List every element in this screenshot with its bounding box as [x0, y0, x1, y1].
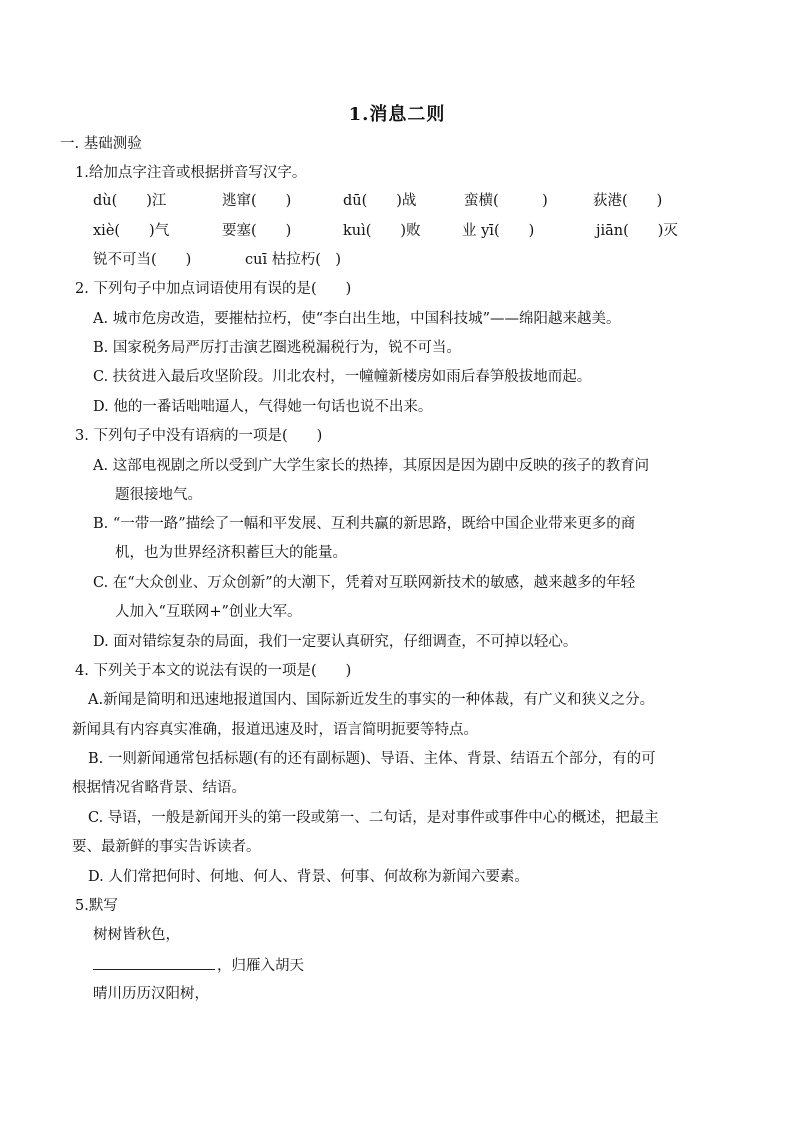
q1-item: 要塞( )	[222, 223, 292, 239]
q4-option-a: A.新闻是简明和迅速地报道国内、国际新近发生的事实的一种体裁，有广义和狭义之分。	[88, 692, 655, 708]
q1-item: 蛮横( )	[464, 193, 548, 209]
poem-line: 树树皆秋色，	[93, 927, 180, 943]
poem-line: 晴川历历汉阳树，	[93, 986, 209, 1002]
q2-stem: 2. 下列句子中加点词语使用有误的是( )	[75, 281, 352, 297]
q5-stem: 5.默写	[75, 898, 118, 914]
q4-option-c: C. 导语，一般是新闻开头的第一段或第一、二句话，是对事件或事件中心的概述，把最主	[88, 810, 659, 826]
section-heading: 一. 基础测验	[60, 136, 142, 152]
q1-item: 荻港( )	[593, 193, 663, 209]
q3-option-a-cont: 题很接地气。	[115, 487, 202, 503]
q4-stem: 4. 下列关于本文的说法有误的一项是( )	[75, 663, 352, 679]
q2-option-c: C. 扶贫进入最后攻坚阶段。川北农村，一幢幢新楼房如雨后春笋般拔地而起。	[93, 369, 592, 385]
q1-item: xiè( )气	[93, 223, 170, 239]
q3-option-b-cont: 机，也为世界经济积蓄巨大的能量。	[115, 545, 347, 561]
q3-option-a: A. 这部电视剧之所以受到广大学生家长的热捧，其原因是因为剧中反映的孩子的教育问	[93, 458, 650, 474]
q3-option-b: B. “一带一路”描绘了一幅和平发展、互利共赢的新思路，既给中国企业带来更多的商	[93, 516, 636, 532]
q4-option-d: D. 人们常把何时、何地、何人、背景、何事、何故称为新闻六要素。	[88, 869, 529, 885]
fill-in-blank[interactable]	[93, 955, 215, 970]
q4-option-a-cont: 新闻具有内容真实准确，报道迅速及时，语言简明扼要等特点。	[72, 722, 478, 738]
q3-stem: 3. 下列句子中没有语病的一项是( )	[75, 428, 323, 444]
q2-option-a: A. 城市危房改造，要摧枯拉朽，使“李白出生地，中国科技城”——绵阳越来越美。	[93, 311, 621, 327]
poem-line-text: ，归雁入胡天	[217, 958, 304, 974]
q1-item: 逃窜( )	[222, 193, 292, 209]
q1-item: kuì( )败	[343, 223, 421, 239]
q3-option-c-cont: 人加入“互联网+”创业大军。	[115, 604, 302, 620]
q2-option-b: B. 国家税务局严厉打击演艺圈逃税漏税行为，锐不可当。	[93, 340, 461, 356]
q1-item: dū( )战	[343, 193, 417, 209]
q1-item: jiān( )灭	[596, 223, 678, 239]
q3-option-d: D. 面对错综复杂的局面，我们一定要认真研究，仔细调查，不可掉以轻心。	[93, 634, 578, 650]
q1-stem: 1.给加点字注音或根据拼音写汉字。	[75, 165, 307, 181]
q4-option-c-cont: 要、最新鲜的事实告诉读者。	[72, 839, 261, 855]
q2-option-d: D. 他的一番话咄咄逼人，气得她一句话也说不出来。	[93, 399, 433, 415]
q1-item: 锐不可当( )	[93, 252, 192, 268]
page-title: 1.消息二则	[348, 104, 446, 125]
q4-option-b: B. 一则新闻通常包括标题(有的还有副标题)、导语、主体、背景、结语五个部分，有的可	[88, 751, 656, 767]
q1-item: cuī 枯拉朽( )	[245, 252, 342, 268]
poem-line-with-blank	[93, 955, 304, 976]
q3-option-c: C. 在“大众创业、万众创新”的大潮下，凭着对互联网新技术的敏感，越来越多的年轻	[93, 575, 636, 591]
q1-item: 业 yī( )	[462, 223, 535, 239]
q4-option-b-cont: 根据情况省略背景、结语。	[72, 780, 246, 796]
q1-item: dù( )江	[93, 193, 167, 209]
